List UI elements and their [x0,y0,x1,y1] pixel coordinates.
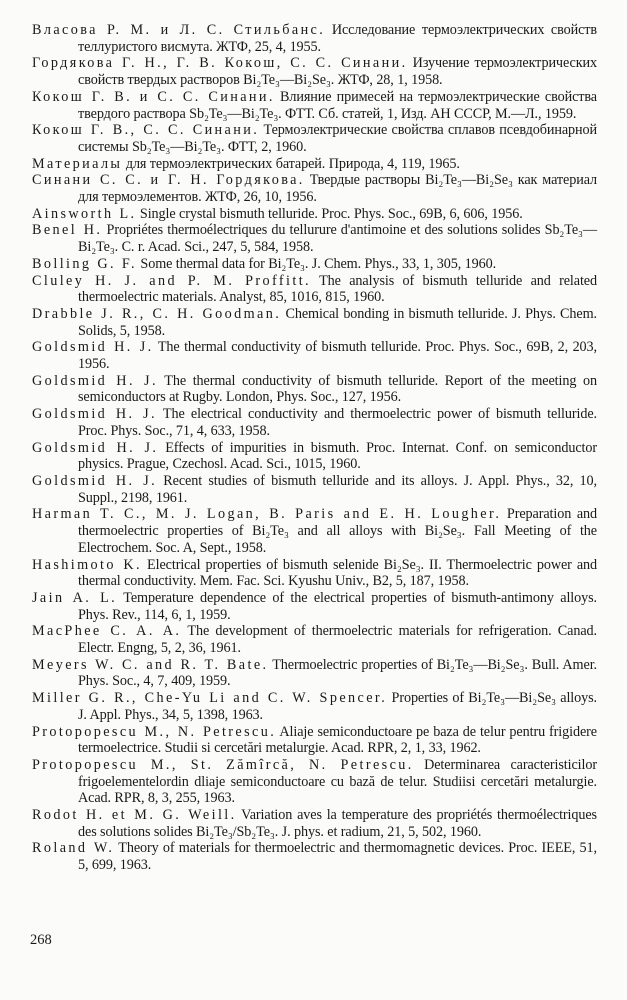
reference-author: Protopopescu M., St. Zămîrcă, N. Petrescu. [32,756,414,773]
reference-text: Electrical properties of bismuth selenide Bi₂Se₃. II. Thermoelectric power and thermal conductivity. Mem. Fac. Sci. Kyushu Univ., B2, 5, 187, 1958. [78,556,598,590]
reference-text: Изучение термоэлектрических свойств твердых растворов Bi₂Te₃—Bi₂Se₃. ЖТФ, 28, 1, 1958. [78,55,597,89]
reference-author: Goldsmid H. J. [32,339,154,356]
reference-item [32,590,597,623]
reference-text: Variation aves la temperature des propriétés thermoélectriques des solutions solides Bi₂Te₃/Sb₂Te₃. J. phys. et radium, 21, 5, 502, 1960. [78,807,597,840]
reference-author: Harman T. C., M. J. Logan, B. Paris and E. H. Lougher. [32,506,502,523]
reference-author: Roland W. [32,840,115,857]
reference-author: Материалы [32,155,123,172]
reference-author: Cluley H. J. and P. M. Proffitt. [32,272,312,289]
reference-text: Recent studies of bismuth telluride and its alloys. J. Appl. Phys., 32, 10, Suppl., 2198, 1961. [78,472,597,506]
reference-author: Drabble J. R., C. H. Goodman. [32,305,282,322]
reference-item [32,306,597,339]
reference-item [32,256,597,273]
reference-text: Properties of Bi₂Te₃—Bi₂Se₃ alloys. J. Appl. Phys., 34, 5, 1398, 1963. [78,690,597,723]
reference-text: Single crystal bismuth telluride. Proc. Phys. Soc., 69B, 6, 606, 1956. [136,205,523,222]
reference-text: Chemical bonding in bismuth telluride. J. Phys. Chem. Solids, 5, 1958. [78,305,597,339]
reference-text: Влияние примесей на термоэлектрические свойства твердого раствора Sb₂Te₃—Bi₂Te₃. ФТТ. Сб. статей, 1, Изд. АН СССР, М.—Л., 1959. [78,88,597,122]
reference-item [32,690,597,723]
reference-author: Goldsmid H. J. [32,472,158,489]
reference-item [32,473,597,506]
reference-text: Theory of materials for thermoelectric and thermomagnetic devices. Proc. IEEE, 51, 5, 699, 1963. [78,840,597,874]
reference-item [32,172,597,205]
reference-text: Твердые растворы Bi₂Te₃—Bi₂Se₃ как материал для термоэлементов. ЖТФ, 26, 10, 1956. [78,172,597,206]
reference-item [32,373,597,406]
reference-text: The electrical conductivity and thermoelectric power of bismuth telluride. Proc. Phys. Soc., 71, 4, 633, 1958. [78,406,597,439]
reference-text: Исследование термоэлектрических свойств теллуристого висмута. ЖТФ, 25, 4, 1955. [78,22,597,55]
reference-text: Temperature dependence of the electrical properties of bismuth-antimony alloys. Phys. Rev., 114, 6, 1, 1959. [78,589,597,623]
reference-text: Propriétes thermoélectriques du tellurure d'antimoine et des solutions solides Sb₂Te₃—Bi₂Te₃. C. r. Acad. Sci., 247, 5, 584, 1958. [78,222,597,256]
reference-author: Goldsmid H. J. [32,406,157,423]
reference-item [32,657,597,690]
reference-text: Thermoelectric properties of Bi₂Te₃—Bi₂Se₃. Bull. Amer. Phys. Soc., 4, 7, 409, 1959. [78,656,597,690]
reference-author: Hashimoto K. [32,556,143,573]
reference-item [32,506,597,556]
reference-text: The thermal conductivity of bismuth telluride. Report of the meeting on semiconductors at Rugby. London, Phys. Soc., 127, 1956. [78,372,597,406]
reference-text: The analysis of bismuth telluride and related thermoelectric materials. Analyst, 85, 1016, 815, 1960. [78,272,597,306]
reference-text: Термоэлектрические свойства сплавов псевдобинарной системы Sb₂Te₃—Bi₂Te₃. ФТТ, 2, 1960. [78,122,597,155]
reference-author: Кокош Г. В., С. С. Синани. [32,122,260,139]
reference-item [32,623,597,656]
reference-item [32,89,597,122]
reference-text: для термоэлектрических батарей. Природа, 4, 119, 1965. [122,155,460,172]
reference-author: Benel H. [32,222,103,239]
reference-author: Гордякова Г. Н., Г. В. Кокош, С. С. Синани. [32,55,408,72]
reference-item [32,557,597,590]
reference-item [32,807,597,840]
reference-item [32,757,597,807]
reference-author: Кокош Г. В. и С. С. Синани. [32,88,275,105]
reference-author: Власова Р. М. и Л. С. Стильбанс. [32,22,326,38]
reference-author: Goldsmid H. J. [32,439,159,456]
reference-list [32,22,597,874]
reference-item [32,440,597,473]
reference-author: Rodot H. et M. G. Weill. [32,807,237,824]
reference-author: Miller G. R., Che-Yu Li and C. W. Spencer. [32,690,388,707]
reference-author: Ainsworth L. [32,205,137,222]
reference-item [32,222,597,255]
reference-text: Determinarea caracteristicilor frigoelementelordin dliaje semiconductoare cu bază de telur. Studiisi cercetări metalurgie. Acad. RPR, 8, 3, 255, 1963. [78,756,597,807]
reference-author: Protopopescu M., N. Petrescu. [32,723,277,740]
reference-item [32,406,597,439]
page-number: 268 [30,932,52,948]
reference-item [32,122,597,155]
reference-text: The thermal conductivity of bismuth telluride. Proc. Phys. Soc., 69B, 2, 203, 1956. [78,339,597,373]
reference-author: Bolling G. F. [32,255,137,272]
reference-item [32,339,597,372]
reference-item [32,840,597,873]
reference-item [32,22,597,55]
reference-author: Jain A. L. [32,589,118,606]
reference-item [32,55,597,88]
reference-author: Goldsmid H. J. [32,372,158,389]
reference-author: Синани С. С. и Г. Н. Гордякова. [32,172,305,189]
reference-text: Aliaje semiconductoare pe baza de telur pentru frigidere termoelectrice. Studii si cercetări metalurgie. Acad. RPR, 2, 1, 33, 1962. [78,723,598,757]
reference-text: The development of thermoelectric materials for refrigeration. Canad. Electr. Engng, 5, 2, 36, 1961. [78,623,597,657]
reference-item [32,156,597,173]
reference-author: MacPhee C. A. A. [32,623,182,640]
reference-item [32,206,597,223]
reference-item [32,273,597,306]
reference-text: Preparation and thermoelectric properties of Bi₂Te₃ and all alloys with Bi₂Se₃. Fall Meeting of the Electrochem. Soc. A, Sept., 1958. [78,506,597,556]
reference-text: Some thermal data for Bi₂Te₃. J. Chem. Phys., 33, 1, 305, 1960. [136,255,497,272]
reference-text: Effects of impurities in bismuth. Proc. Internat. Conf. on semiconductor physics. Prague, Czechosl. Acad. Sci., 1015, 1960. [78,439,597,473]
reference-item [32,724,597,757]
reference-author: Meyers W. C. and R. T. Bate. [32,656,269,673]
